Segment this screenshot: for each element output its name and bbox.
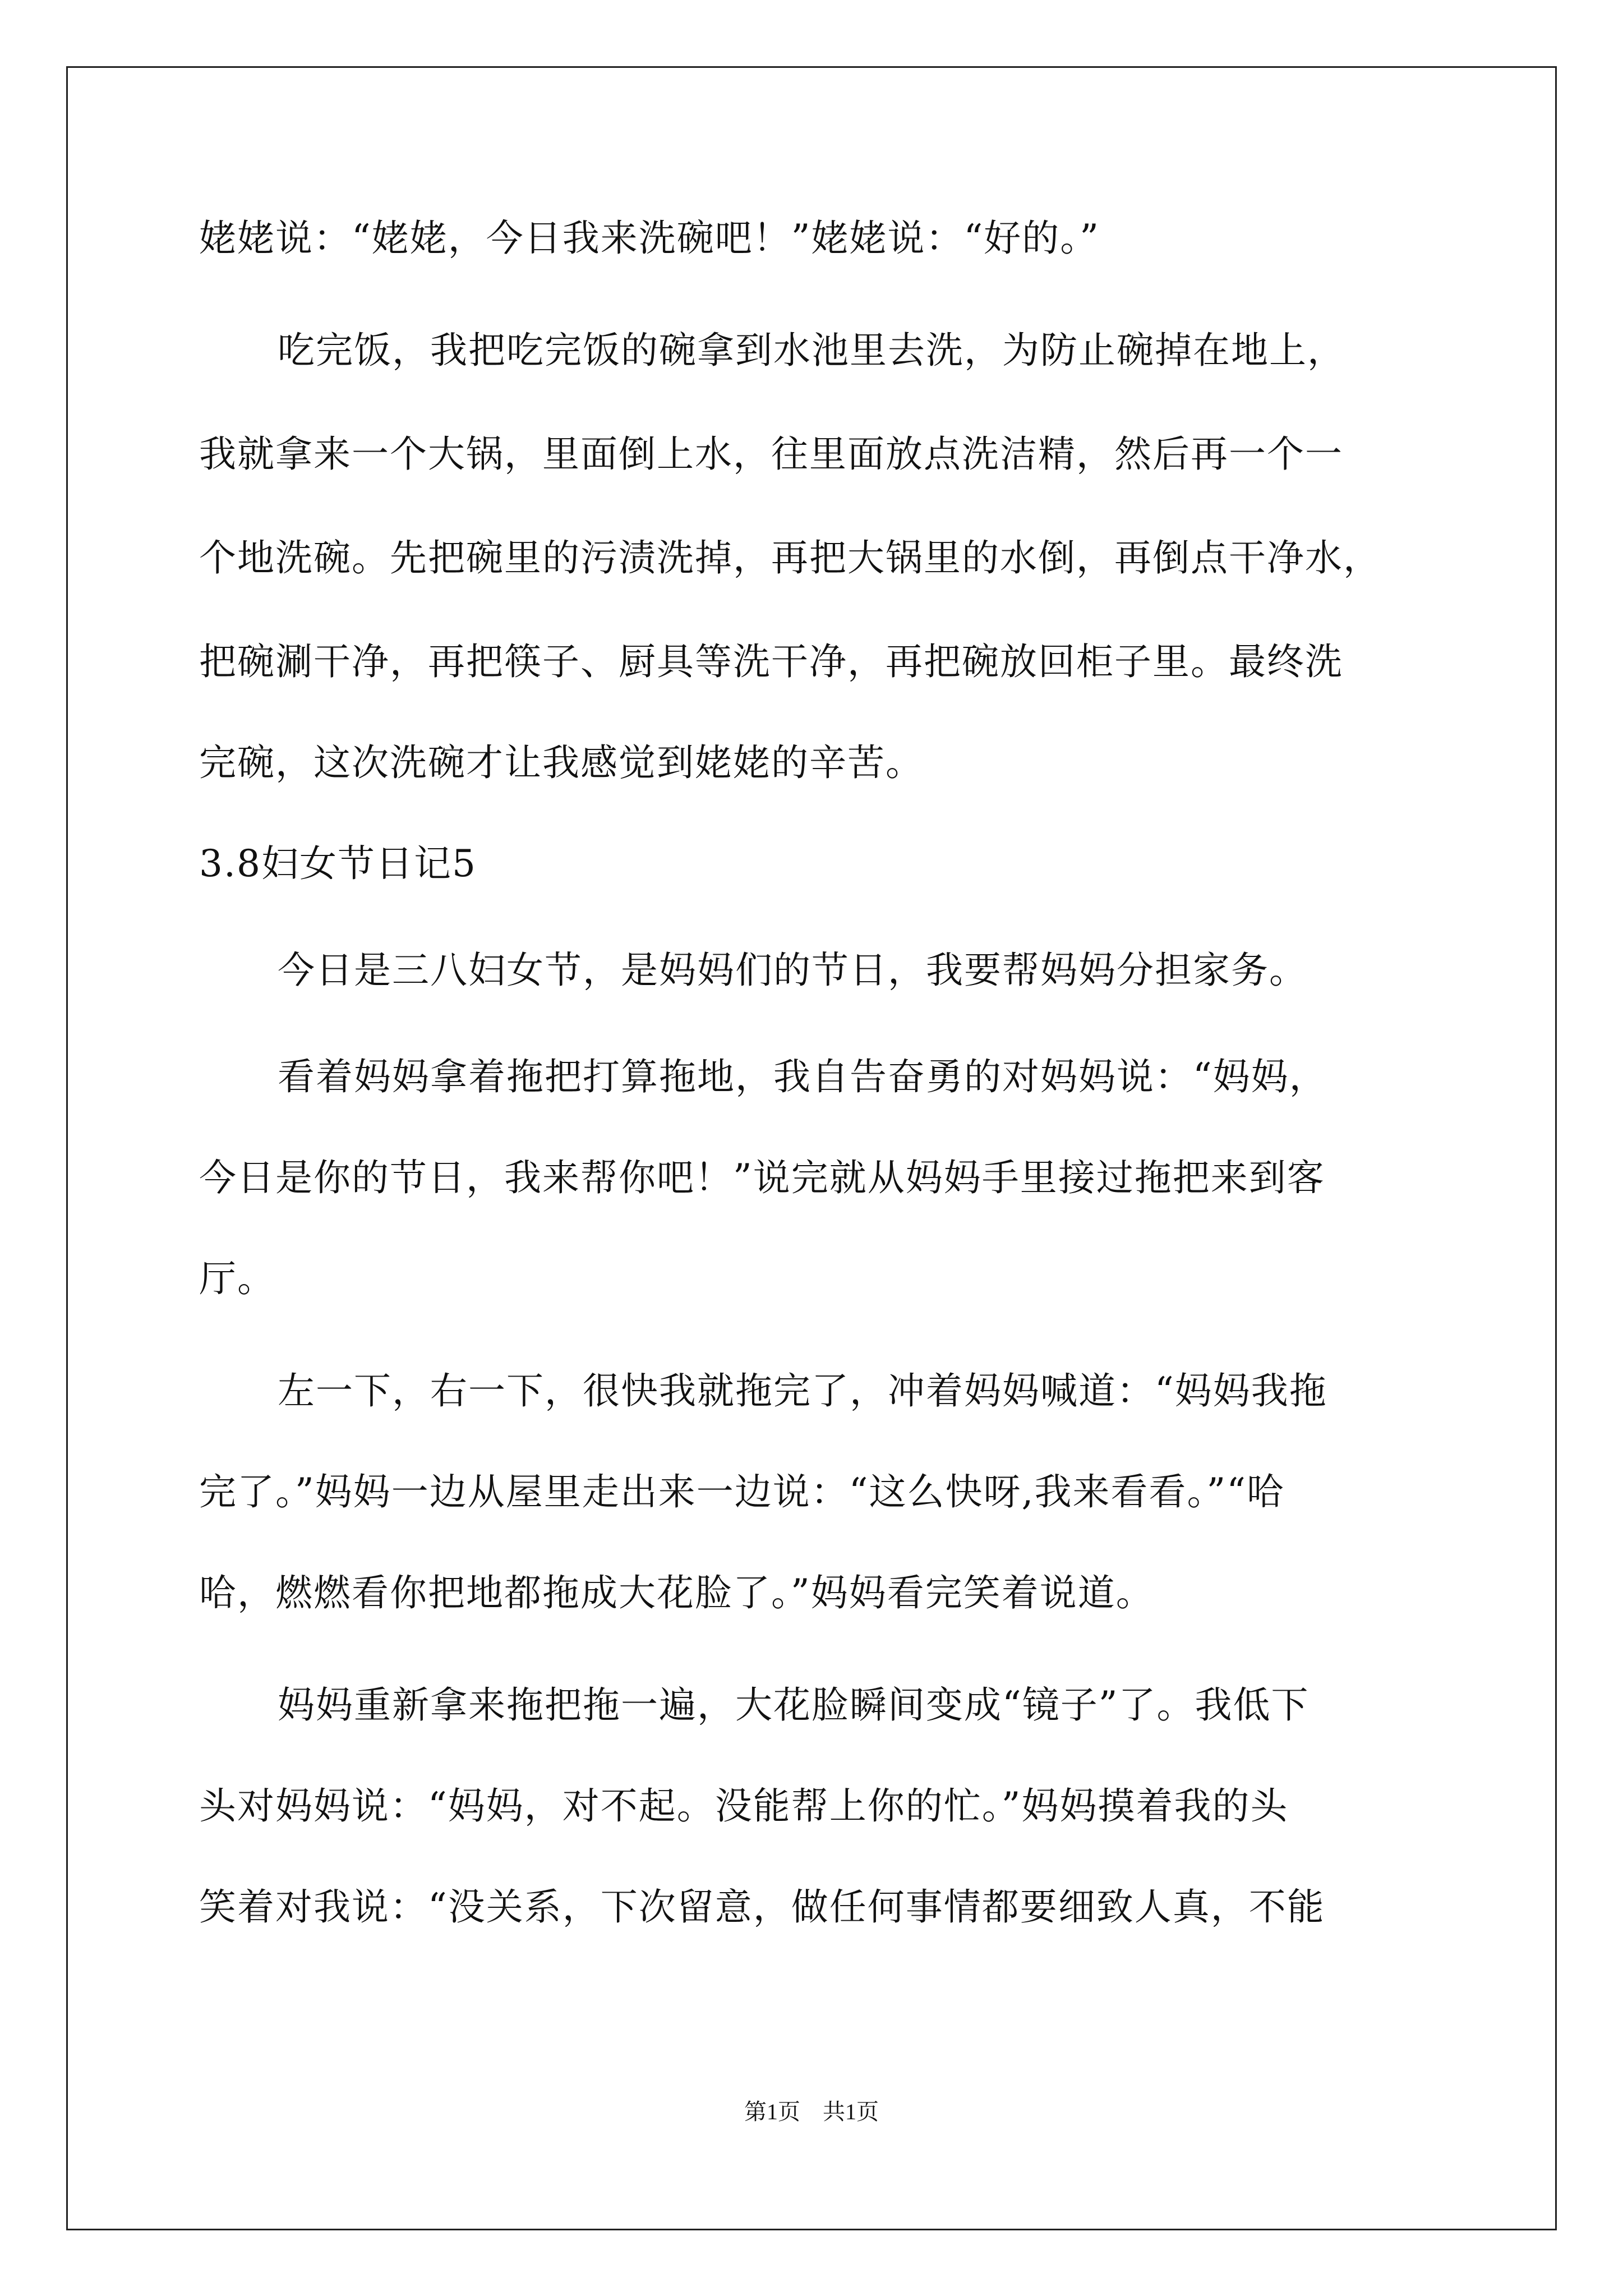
text-line: 个地洗碗。先把碗里的污渍洗掉，再把大锅里的水倒，再倒点干净水， <box>199 536 1381 579</box>
text-line: 把碗涮干净，再把筷子、厨具等洗干净，再把碗放回柜子里。最终洗 <box>199 640 1343 683</box>
section-heading: 3.8妇女节日记5 <box>199 842 477 885</box>
text-line: 厅。 <box>199 1257 275 1300</box>
text-line: 左一下，右一下，很快我就拖完了，冲着妈妈喊道：“妈妈我拖 <box>278 1369 1327 1412</box>
text-line: 头对妈妈说：“妈妈，对不起。没能帮上你的忙。”妈妈摸着我的头 <box>199 1784 1289 1828</box>
text-line: 姥姥说：“姥姥，今日我来洗碗吧！”姥姥说：“好的。” <box>199 217 1100 260</box>
text-line: 完碗，这次洗碗才让我感觉到姥姥的辛苦。 <box>199 741 924 784</box>
text-line: 笑着对我说：“没关系，下次留意，做任何事情都要细致人真，不能 <box>199 1885 1325 1929</box>
text-line: 今日是三八妇女节，是妈妈们的节日，我要帮妈妈分担家务。 <box>278 949 1307 992</box>
text-line: 妈妈重新拿来拖把拖一遍，大花脸瞬间变成“镜子”了。我低下 <box>278 1683 1310 1727</box>
text-line: 我就拿来一个大锅，里面倒上水，往里面放点洗洁精，然后再一个一 <box>199 432 1343 476</box>
text-line: 哈，燃燃看你把地都拖成大花脸了。”妈妈看完笑着说道。 <box>199 1571 1154 1614</box>
text-line: 吃完饭，我把吃完饭的碗拿到水池里去洗，为防止碗掉在地上， <box>278 329 1345 372</box>
text-line: 今日是你的节日，我来帮你吧！”说完就从妈妈手里接过拖把来到客 <box>199 1156 1325 1199</box>
text-line: 完了。”妈妈一边从屋里走出来一边说：“这么快呀,我来看看。”“哈 <box>199 1470 1285 1513</box>
text-line: 看着妈妈拿着拖把打算拖地，我自告奋勇的对妈妈说：“妈妈， <box>278 1055 1327 1098</box>
page-number: 第1页 共1页 <box>744 2099 879 2124</box>
